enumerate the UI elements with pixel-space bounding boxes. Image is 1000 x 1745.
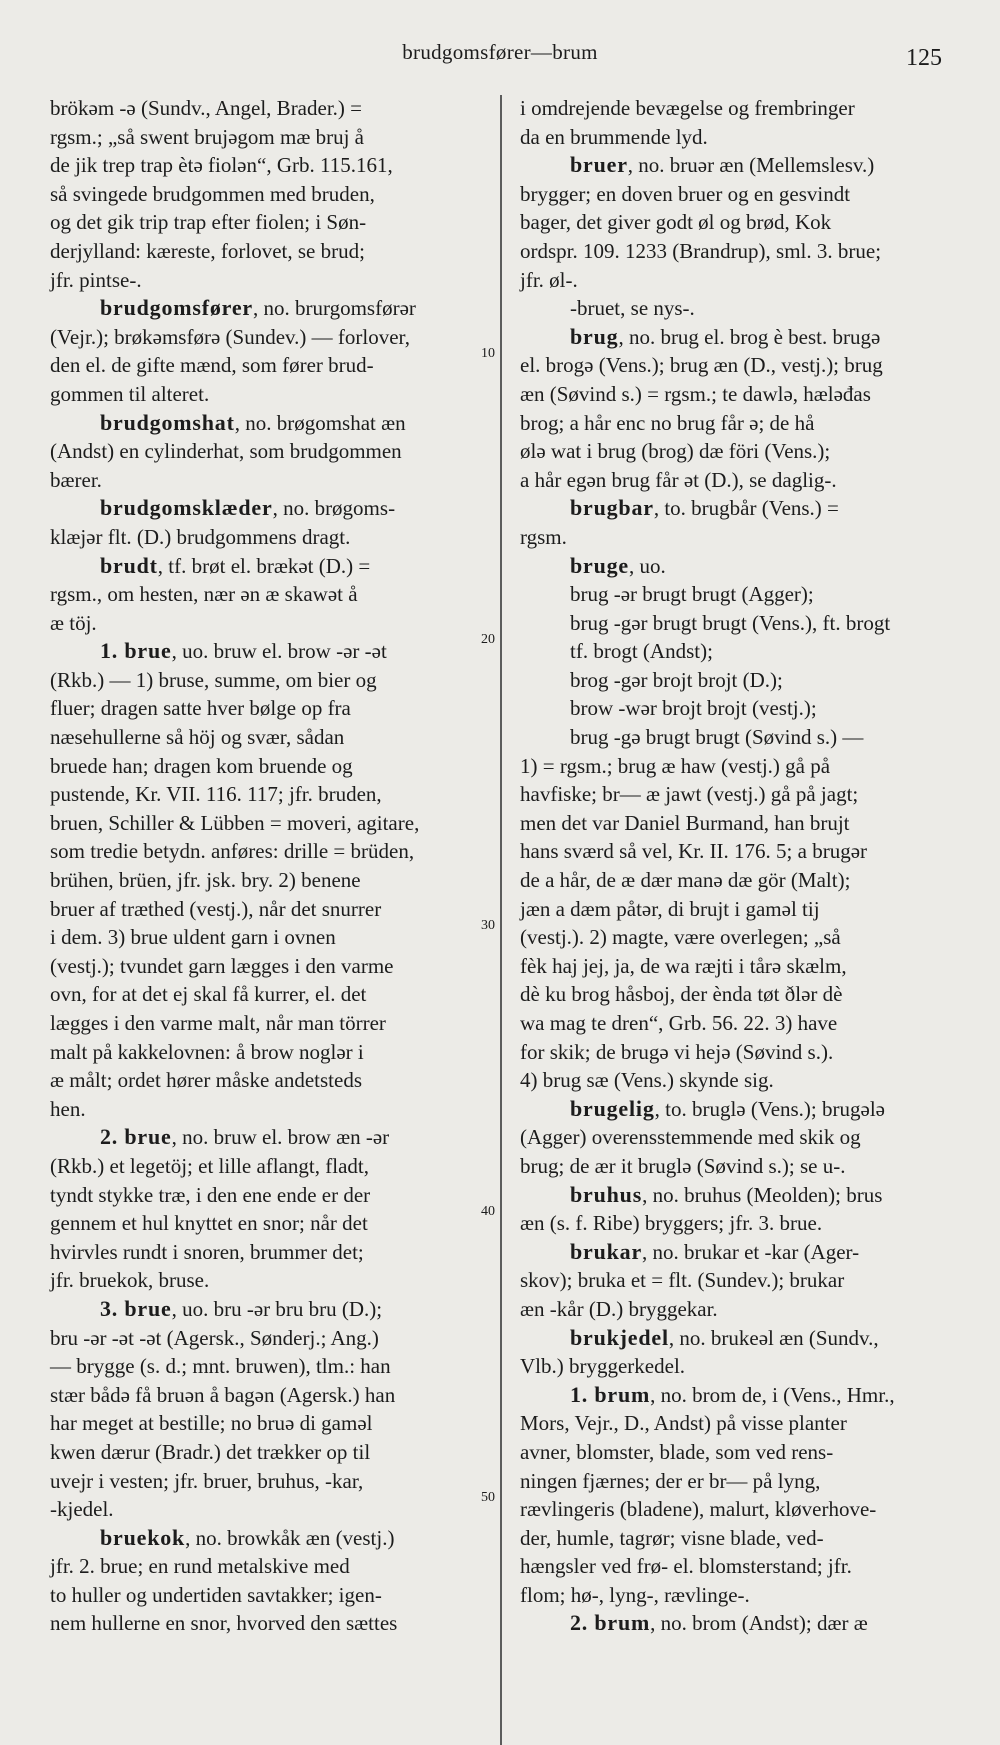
line-text: jfr. pintse-. [50,267,142,292]
line-text: rgsm., om hesten, nær ən æ skawət å [50,582,358,607]
right-column [520,94,958,1638]
line-text: rgsm. [520,524,567,549]
text-line [50,1066,488,1095]
text-line [50,952,488,981]
text-line [520,895,958,924]
line-text: brygger; en doven bruer og en gesvindt [520,181,851,206]
text-line [520,294,958,323]
text-line [520,752,958,781]
text-line [50,1352,488,1381]
text-line [520,1152,958,1181]
text-line [520,1467,958,1496]
line-text: (Rkb.) — 1) bruse, summe, om bier og [50,667,377,692]
line-text: æn (s. f. Ribe) bryggers; jfr. 3. brue. [520,1211,823,1236]
text-line [520,466,958,495]
line-text: , no. bruər æn (Mellemslesv.) [627,153,875,178]
line-text: for skik; de brugə vi hejə (Søvind s.). [520,1039,834,1064]
text-line [50,1381,488,1410]
line-text: fèk haj jej, ja, de wa ræjti i tårə skælm, [520,953,847,978]
line-text: , no. brom de, i (Vens., Hmr., [650,1382,895,1407]
line-text: ordspr. 109. 1233 (Brandrup), sml. 3. brue; [520,238,882,263]
text-line [520,380,958,409]
line-text: den el. de gifte mænd, som fører brud- [50,353,374,378]
line-text: avner, blomster, blade, som ved rens- [520,1439,834,1464]
headword: bruer [570,152,628,178]
text-line [520,409,958,438]
line-text: to huller og undertiden savtakker; igen- [50,1582,382,1607]
running-title: brudgomsfører—brum [402,40,598,64]
headword: 2. brue [100,1124,172,1150]
line-text: brug; de ær it bruglə (Søvind s.); se u-. [520,1153,846,1178]
line-text: bærer. [50,467,102,492]
text-line [520,837,958,866]
line-text: (Vejr.); brøkəmsførə (Sundev.) — forlover, [50,324,410,349]
text-line [50,866,488,895]
text-line [520,1209,958,1238]
text-line [50,351,488,380]
line-text: fluer; dragen satte hver bølge op fra [50,696,351,721]
line-text: brow -wər brojt brojt (vestj.); [570,696,817,721]
line-text: tyndt stykke træ, i den ene ende er der [50,1182,371,1207]
line-text: (Andst) en cylinderhat, som brudgommen [50,439,402,464]
text-line [50,323,488,352]
headword: bruekok [100,1524,186,1550]
line-text: — brygge (s. d.; mnt. bruwen), tlm.: han [50,1354,391,1379]
text-line [50,151,488,180]
text-line [50,180,488,209]
entry-line [50,1123,488,1152]
line-text: da en brummende lyd. [520,124,708,149]
text-line [520,923,958,952]
line-number: 50 [481,1490,495,1505]
text-line [50,1609,488,1638]
line-text: , no. bruw el. brow æn -ər [171,1125,390,1150]
text-line [520,1409,958,1438]
text-line [50,1438,488,1467]
text-line [520,952,958,981]
line-text: , tf. brøt el. brækət (D.) = [157,553,371,578]
line-text: derjylland: kæreste, forlovet, se brud; [50,238,365,263]
line-text: bruen, Schiller & Lübben = moveri, agitare, [50,810,420,835]
line-text: Vlb.) bryggerkedel. [520,1354,686,1379]
text-line [50,1409,488,1438]
line-text: , no. browkåk æn (vestj.) [185,1525,395,1550]
text-line [520,637,958,666]
headword: brudgomshat [100,409,235,435]
line-text: bruede han; dragen kom bruende og [50,753,353,778]
text-line [50,1324,488,1353]
line-text: , uo. bruw el. brow -ər -ət [171,639,387,664]
line-text: ølə wat i brug (brog) dæ föri (Vens.); [520,439,831,464]
text-line [50,123,488,152]
line-text: gommen til alteret. [50,381,210,406]
entry-line [520,1238,958,1267]
line-text: bager, det giver godt øl og brød, Kok [520,210,832,235]
line-text: uvejr i vesten; jfr. bruer, bruhus, -kar, [50,1468,364,1493]
line-text: jfr. øl-. [520,267,578,292]
line-text: brühen, brüen, jfr. jsk. bry. 2) benene [50,868,361,893]
line-text: rgsm.; „så swent brujəgom mæ bruj å [50,124,364,149]
line-text: bruer af træthed (vestj.), når det snurrer [50,896,382,921]
headword: brugelig [570,1095,655,1121]
line-text: , no. brom (Andst); dær æ [650,1611,868,1636]
headword: brukar [570,1238,643,1264]
headword: 1. brum [570,1381,651,1407]
text-line [50,1266,488,1295]
line-text: tf. brogt (Andst); [570,639,713,664]
text-line [50,780,488,809]
text-line [50,1038,488,1067]
text-line [50,895,488,924]
line-text: bru -ər -ət -ət (Agersk., Sønderj.; Ang.) [50,1325,379,1350]
left-column [50,94,488,1638]
text-line [520,237,958,266]
entry-line [50,409,488,438]
line-text: wa mag te dren“, Grb. 56. 22. 3) have [520,1011,838,1035]
headword: bruhus [570,1181,643,1207]
line-text: jfr. bruekok, bruse. [50,1268,210,1293]
line-text: , no. brurgomsførər [252,296,416,321]
text-line [50,609,488,638]
line-text: i omdrejende bevægelse og frembringer [520,96,855,120]
line-text: pustende, Kr. VII. 116. 117; jfr. bruden, [50,782,382,807]
line-text: skov); bruka et = flt. (Sundev.); brukar [520,1268,845,1293]
text-line [520,523,958,552]
line-text: gennem et hul knyttet en snor; når det [50,1211,368,1236]
line-text: , no. brøgoms- [272,496,396,521]
line-text: , to. brugbår (Vens.) = [653,496,839,521]
line-text: og det gik trip trap efter fiolen; i Søn- [50,210,367,235]
text-line [50,523,488,552]
text-line [520,1038,958,1067]
line-text: klæjər flt. (D.) brudgommens dragt. [50,524,351,549]
line-text: 4) brug sæ (Vens.) skynde sig. [520,1068,774,1093]
line-text: 1) = rgsm.; brug æ haw (vestj.) gå på [520,753,831,778]
entry-line [50,1524,488,1553]
line-text: de jik trep trap ètə fiolən“, Grb. 115.161, [50,153,393,178]
text-line [50,208,488,237]
line-number: 30 [481,918,495,933]
text-line [520,1009,958,1038]
line-text: dè ku brog håsboj, der ènda tøt ðlər dè [520,982,843,1007]
line-text: , no. brukar et -kar (Ager- [642,1239,860,1264]
text-line [50,809,488,838]
text-line [520,94,958,123]
text-line [520,180,958,209]
text-line [50,1095,488,1124]
line-text: el. brogə (Vens.); brug æn (D., vestj.); brug [520,353,883,378]
headword: brudt [100,552,158,578]
text-line [520,980,958,1009]
entry-line [520,494,958,523]
text-line [50,666,488,695]
line-text: brug -gə brugt brugt (Søvind s.) — [570,725,864,750]
line-text: brug -gər brugt brugt (Vens.), ft. brogt [570,610,891,635]
line-text: , no. bruhus (Meolden); brus [642,1182,883,1207]
entry-line [520,151,958,180]
text-line [520,580,958,609]
line-text: a hår egən brug får ət (D.), se daglig-. [520,467,837,492]
text-line [520,437,958,466]
line-text: stær bådə få bruən å bagən (Agersk.) han [50,1382,396,1407]
line-text: (Rkb.) et legetöj; et lille aflangt, fladt, [50,1153,369,1178]
text-line [520,266,958,295]
entry-line [50,1295,488,1324]
column-divider [500,95,502,1745]
entry-line [520,1095,958,1124]
text-line [50,1181,488,1210]
text-line [520,208,958,237]
line-text: (vestj.); tvundet garn lægges i den varme [50,953,394,978]
text-line [520,666,958,695]
text-line [520,1266,958,1295]
text-line [50,580,488,609]
line-text: men det var Daniel Burmand, han brujt [520,810,850,835]
line-text: , to. bruglə (Vens.); brugələ [654,1096,885,1121]
text-line [520,1352,958,1381]
entry-line [50,294,488,323]
entry-line [520,1609,958,1638]
entry-line [520,552,958,581]
text-line [50,1467,488,1496]
line-text: -bruet, se nys-. [570,296,695,321]
text-line [520,694,958,723]
text-line [520,866,958,895]
text-line [50,1152,488,1181]
line-text: kwen dærur (Bradr.) det trækker op til [50,1439,371,1464]
line-text: hans sværd så vel, Kr. II. 176. 5; a brugər [520,839,868,864]
text-line [50,437,488,466]
text-line [50,1238,488,1267]
line-text: i dem. 3) brue uldent garn i ovnen [50,925,336,950]
line-text: , no. brøgomshat æn [234,410,406,435]
text-line [50,694,488,723]
text-line [520,1552,958,1581]
text-line [520,1495,958,1524]
text-line [520,1123,958,1152]
text-line [50,237,488,266]
line-text: hængsler ved frø- el. blomsterstand; jfr. [520,1554,852,1579]
text-line [50,923,488,952]
headword: 2. brum [570,1610,651,1636]
line-text: jæn a dæm påtər, di brujt i gaməl tij [520,896,820,921]
headword: brugbar [570,495,654,521]
line-text: næsehullerne så höj og svær, sådan [50,725,345,750]
text-line [50,1581,488,1610]
line-text: æ töj. [50,610,97,635]
entry-line [520,1324,958,1353]
line-text: havfiske; br— æ jawt (vestj.) gå på jagt; [520,782,859,807]
text-line [520,1581,958,1610]
line-text: jfr. 2. brue; en rund metalskive med [50,1554,350,1579]
text-line [520,723,958,752]
entry-line [520,323,958,352]
headword: brudgomsklæder [100,495,273,521]
line-text: brog; a hår enc no brug får ə; de hå [520,410,815,435]
text-line [50,266,488,295]
line-text: ovn, for at det ej skal få kurrer, el. det [50,982,367,1007]
text-line [520,123,958,152]
entry-line [50,494,488,523]
text-line [50,1009,488,1038]
line-text: Mors, Vejr., D., Andst) på visse planter [520,1411,847,1436]
text-line [50,380,488,409]
line-text: lægges i den varme malt, når man törrer [50,1011,386,1035]
line-text: ningen fjærnes; der er br— på lyng, [520,1468,821,1493]
text-line [50,980,488,1009]
text-line [520,1524,958,1553]
text-line [520,609,958,638]
headword: brukjedel [570,1324,669,1350]
line-text: , uo. [629,553,666,578]
line-text: (vestj.). 2) magte, være overlegen; „så [520,925,841,950]
line-text: brug -ər brugt brugt (Agger); [570,582,814,607]
entry-line [50,637,488,666]
text-line [50,1209,488,1238]
line-text: -kjedel. [50,1497,114,1522]
line-text: der, humle, tagrør; visne blade, ved- [520,1525,824,1550]
text-line [50,1552,488,1581]
text-line [520,351,958,380]
text-line [520,1066,958,1095]
headword: brudgomsfører [100,295,253,321]
text-line [50,94,488,123]
entry-line [520,1381,958,1410]
line-text: nem hullerne en snor, hvorved den sættes [50,1611,398,1636]
line-text: æn (Søvind s.) = rgsm.; te dawlə, hæləđas [520,381,871,406]
line-text: så svingede brudgommen med bruden, [50,181,375,206]
headword: 3. brue [100,1295,172,1321]
line-text: æn -kår (D.) bryggekar. [520,1296,718,1321]
line-text: brog -gər brojt brojt (D.); [570,667,783,692]
headword: bruge [570,552,629,578]
line-text: har meget at bestille; no bruə di gaməl [50,1411,373,1436]
line-text: , uo. bru -ər bru bru (D.); [171,1296,383,1321]
entry-line [520,1181,958,1210]
text-line [520,1438,958,1467]
line-number: 20 [481,632,495,647]
headword: brug [570,323,619,349]
page-number: 125 [906,45,942,71]
line-text: , no. brug el. brog è best. brugə [618,324,881,349]
text-line [50,752,488,781]
line-number: 10 [481,346,495,361]
entry-line [50,552,488,581]
line-text: flom; hø-, lyng-, rævlinge-. [520,1582,750,1607]
line-text: de a hår, de æ dær manə dæ gör (Malt); [520,868,851,893]
line-number: 40 [481,1204,495,1219]
line-text: hen. [50,1096,86,1121]
line-text: hvirvles rundt i snoren, brummer det; [50,1239,364,1264]
text-line [520,1295,958,1324]
text-line [50,837,488,866]
line-text: (Agger) overensstemmende med skik og [520,1125,861,1150]
text-line [520,780,958,809]
text-line [520,809,958,838]
line-text: brökəm -ə (Sundv., Angel, Brader.) = [50,96,362,120]
line-text: malt på kakkelovnen: å brow noglər i [50,1039,364,1064]
line-text: æ målt; ordet hører måske andetsteds [50,1068,362,1093]
text-line [50,1495,488,1524]
line-text: rævlingeris (bladene), malurt, kløverhove- [520,1497,877,1522]
text-line [50,466,488,495]
text-line [50,723,488,752]
line-text: som tredie betydn. anføres: drille = brüden, [50,839,415,864]
headword: 1. brue [100,638,172,664]
line-text: , no. brukeəl æn (Sundv., [668,1325,879,1350]
